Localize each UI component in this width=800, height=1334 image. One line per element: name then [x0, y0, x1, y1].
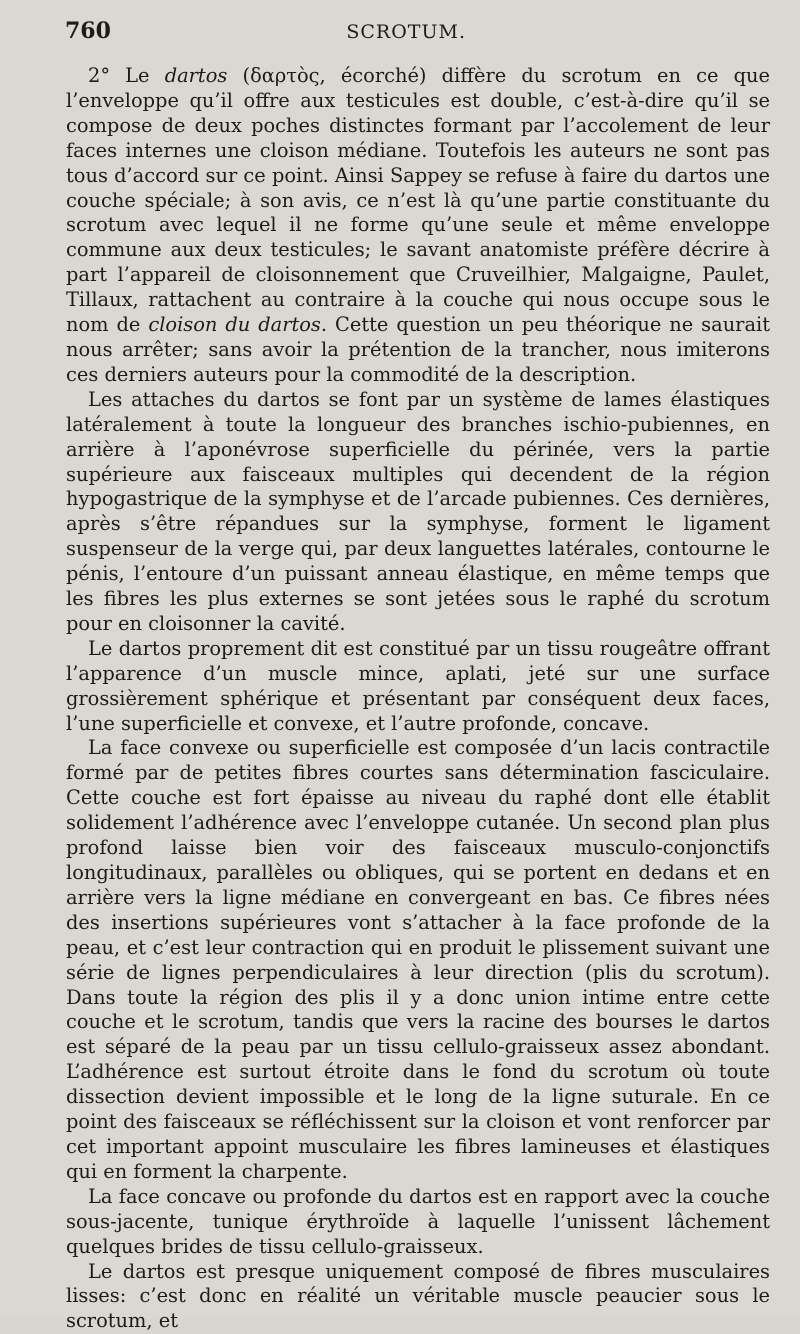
paragraph-4: La face convexe ou superficielle est composée d’un lacis contractile formé par de petites fibres courtes sans détermination fasciculaire. Cette couche est fort épaisse au niveau du raphé dont elle établit solidement l’adhérence avec l’enveloppe cutanée. Un second plan plus profond laisse bien voir des faisceaux musculo-conjonctifs longitudinaux, parallèles ou obliques, qui se portent en dedans et en arrière vers la ligne médiane en convergeant en bas. Ce fibres nées des insertions supérieures vont s’attacher à la face profonde de la peau, et c’est leur contraction qui en produit le plissement suivant une série de lignes perpendiculaires à leur direction (plis du scrotum). Dans toute la région des plis il y a donc union intime entre cette couche et le scrotum, tandis que vers la racine des bourses le dartos est séparé de la peau par un tissu cellulo-graisseux assez abondant. L’adhérence est surtout étroite dans le fond du scrotum où toute dissection devient impossible et le long de la ligne suturale. En ce point des faisceaux se réfléchissent sur la cloison et vont renforcer par cet important appoint musculaire les fibres lamineuses et élastiques qui en forment la charpente.: [66, 736, 770, 1184]
paragraph-5: La face concave ou profonde du dartos est en rapport avec la couche sous-jacente, tunique érythroïde à laquelle l’unissent lâchement quelques brides de tissu cellulo-graisseux.: [66, 1185, 770, 1260]
paragraph-2: Les attaches du dartos se font par un système de lames élastiques latéralement à toute la longueur des branches ischio-pubiennes, en arrière à l’aponévrose superficielle du périnée, vers la partie supérieure aux faisceaux multiples qui decendent de la région hypogastrique de la symphyse et de l’arcade pubiennes. Ces dernières, après s’être répandues sur la symphyse, forment le ligament suspenseur de la verge qui, par deux languettes latérales, contourne le pénis, l’entoure d’un puissant anneau élastique, en même temps que les fibres les plus externes se sont jetées sous le raphé du scrotum pour en cloisonner la cavité.: [66, 388, 770, 637]
paragraph-1-middle: (δαρτὸς, écorché) diffère du scrotum en ce que l’enveloppe qu’il offre aux testicules est double, c’est-à-dire qu’il se compose de deux poches distinctes formant par l’accolement de leur faces internes une cloison médiane. Toutefois les auteurs ne sont pas tous d’accord sur ce point. Ainsi Sappey se refuse à faire du dartos une couche spéciale; à son avis, ce n’est là qu’une partie constituante du scrotum avec lequel il ne forme qu’une seule et même enveloppe commune aux deux testicules; le savant anatomiste préfère décrire à part l’appareil de cloisonnement que Cruveilhier, Malgaigne, Paulet, Tillaux, rattachent au contraire à la couche qui nous occupe sous le nom de: [66, 64, 770, 336]
page-number: 760: [65, 18, 111, 44]
paragraph-3: Le dartos proprement dit est constitué par un tissu rougeâtre offrant l’apparence d’un muscle mince, aplati, jeté sur une surface grossièrement sphérique et présentant par conséquent deux faces, l’une superficielle et convexe, et l’autre profonde, concave.: [66, 637, 770, 737]
paragraph-6: Le dartos est presque uniquement composé de fibres musculaires lisses: c’est donc en réalité un véritable muscle peaucier sous le scrotum, et: [66, 1260, 770, 1334]
paragraph-1-start: 2° Le: [88, 64, 165, 87]
page-header: [66, 18, 770, 58]
term-dartos: dartos: [165, 64, 228, 87]
paragraph-1-end: . Cette question un peu théorique ne saurait nous arrêter; sans avoir la prétention de la trancher, nous imiterons ces derniers auteurs pour la commodité de la description.: [66, 313, 770, 386]
paragraph-1: [66, 64, 770, 388]
running-head: SCROTUM.: [346, 21, 466, 43]
body-text: [66, 64, 770, 1334]
term-cloison-du-dartos: cloison du dartos: [148, 313, 321, 336]
